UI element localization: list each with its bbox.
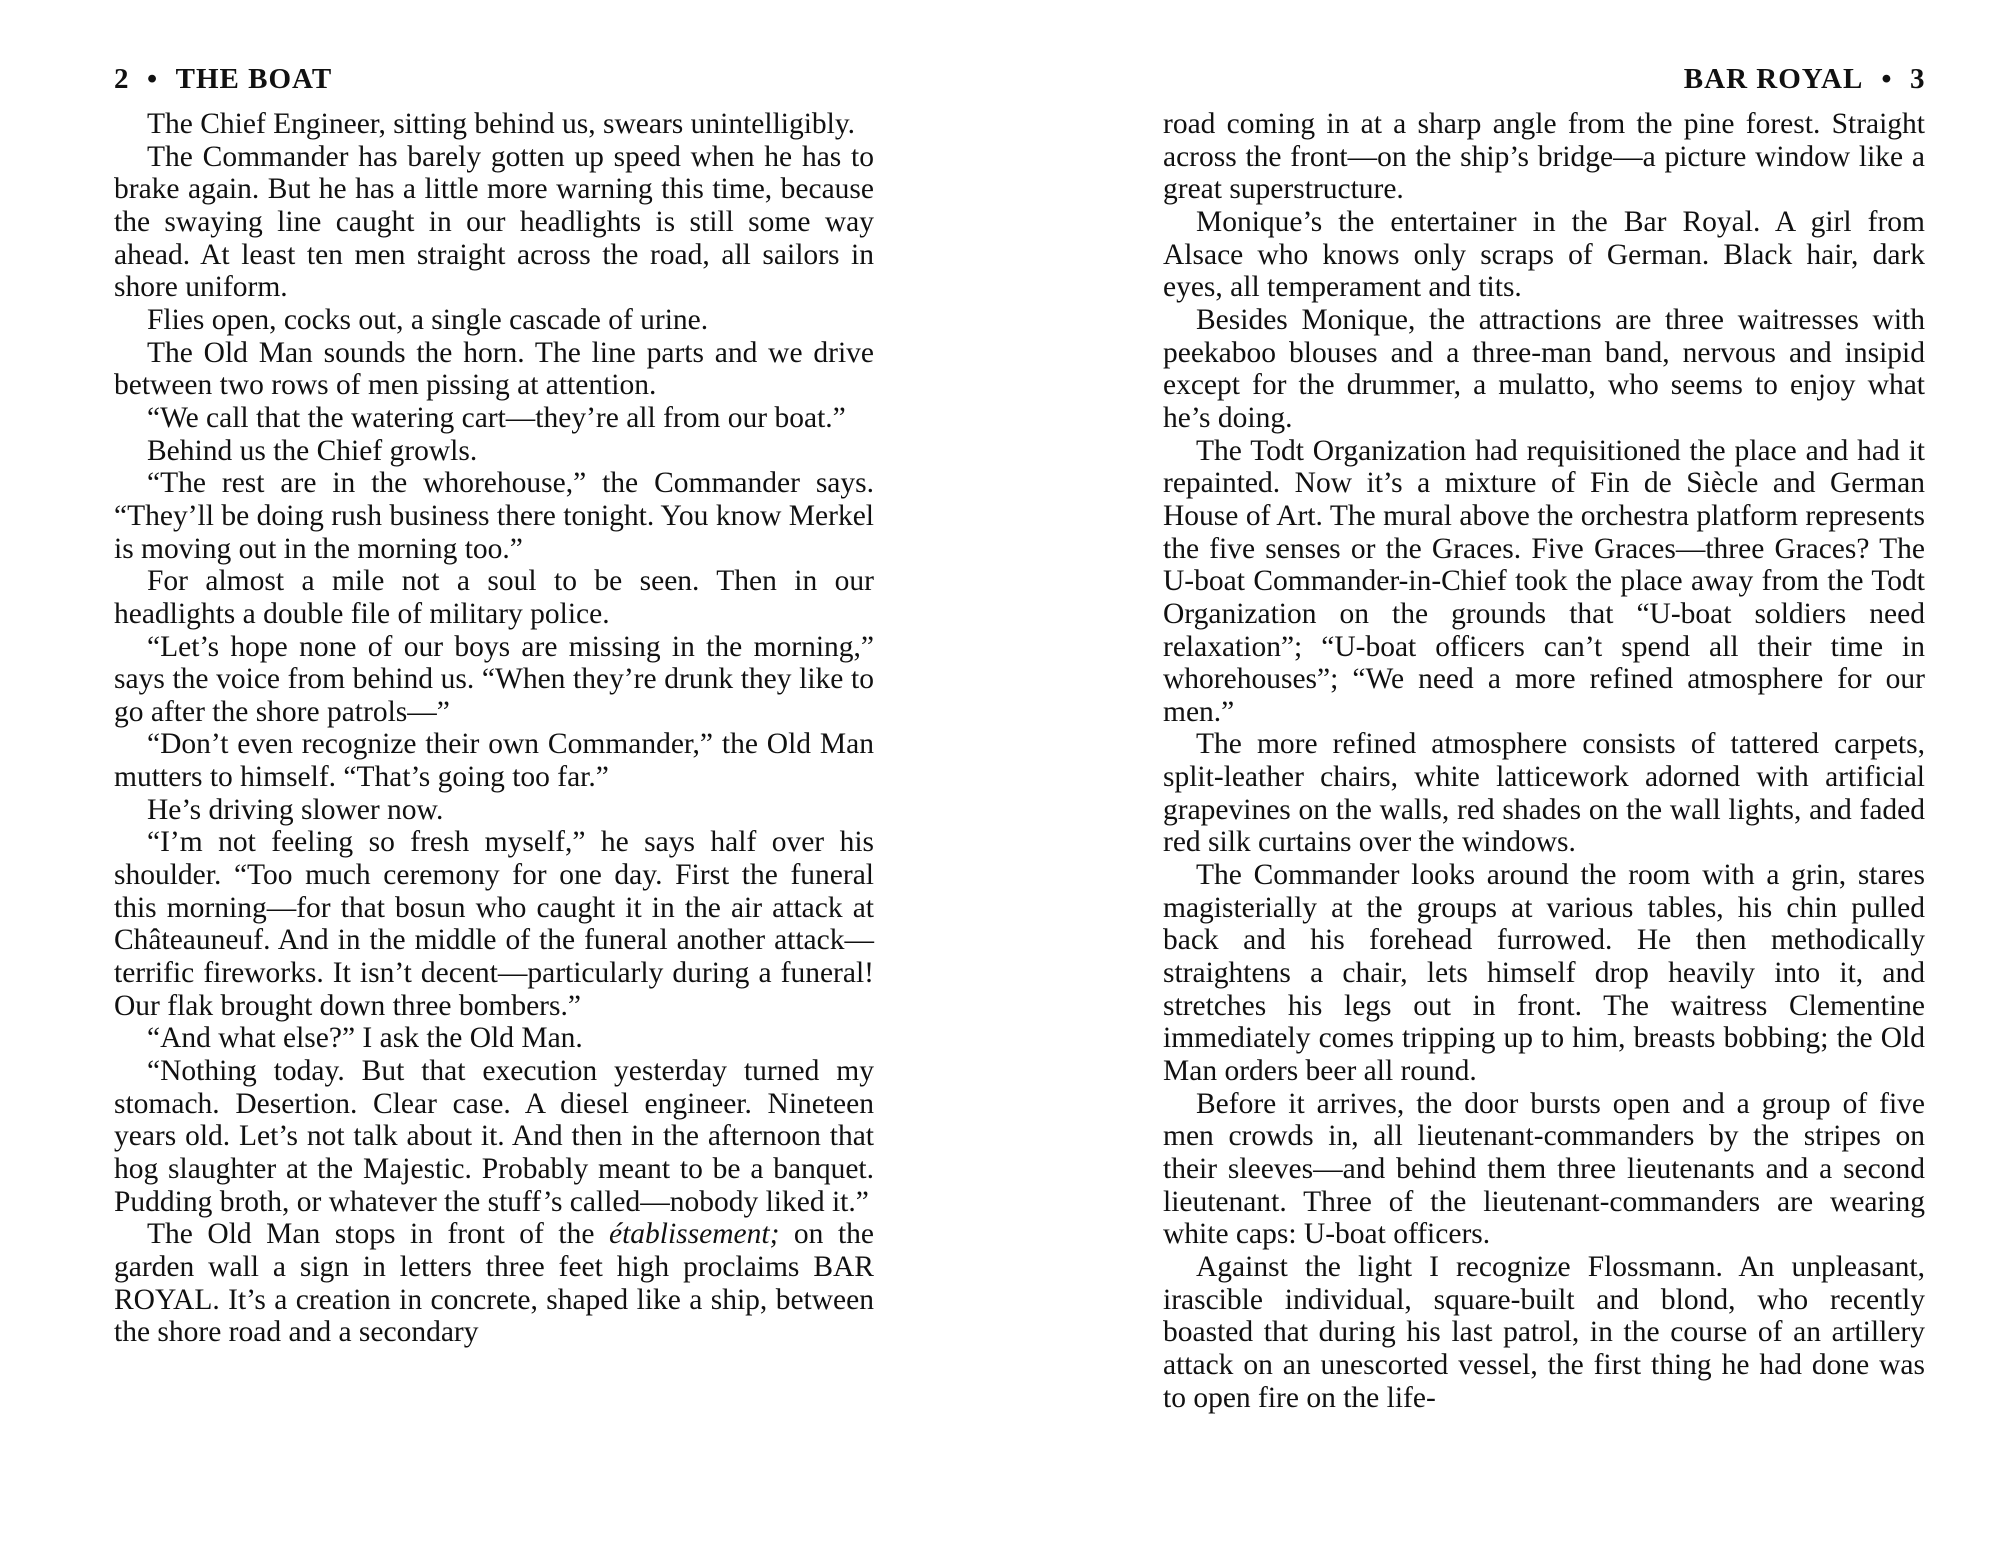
- final-paragraph: [114, 1218, 874, 1349]
- paragraph: The Old Man sounds the horn. The line parts and we drive between two rows of men pissing at attention.: [114, 336, 874, 402]
- continued-paragraph: road coming in at a sharp angle from the pine forest. Straight across the front—on the ship’s bridge—a picture window like a great superstructure.: [1163, 108, 1925, 206]
- text-run: on the garden wall a sign in letters three feet high proclaims: [114, 1218, 874, 1283]
- italic-term: établissement;: [608, 1218, 780, 1251]
- paragraph: The Commander looks around the room with a grin, stares magisterially at the groups at various tables, his chin pulled back and his forehead furrowed. He then methodically straightens a chair, lets himself drop heavily into it, and stretches his legs out in front. The waitress Clementine immediately comes tripping up to him, breasts bobbing; the Old Man orders beer all round.: [1163, 859, 1925, 1088]
- paragraph: For almost a mile not a soul to be seen. Then in our headlights a double file of military police.: [114, 565, 874, 630]
- right-page-body: [1163, 108, 1925, 1414]
- left-head-bullet: •: [147, 63, 158, 95]
- paragraph: The Chief Engineer, sitting behind us, swears unintelligibly.: [147, 108, 856, 140]
- right-page-number: 3: [1910, 63, 1925, 95]
- paragraph: The Todt Organization had requisitioned the place and had it repainted. Now it’s a mixture of Fin de Siècle and German House of Art. The mural above the orchestra platform represents the five senses or the Graces. Five Graces—three Graces? The U-boat Commander-in-Chief took the place away from the Todt Organization on the grounds that “U-boat soldiers need relaxation”; “U-boat officers can’t spend all their time in whorehouses”; “We need a more refined atmosphere for our men.”: [1163, 434, 1925, 728]
- right-chapter-title: BAR ROYAL: [1683, 63, 1864, 95]
- right-running-head: [1163, 62, 1925, 96]
- text-run: The Old Man stops in front of the: [147, 1218, 609, 1251]
- paragraph: “We call that the watering cart—they’re all from our boat.”: [147, 401, 846, 434]
- paragraph: He’s driving slower now.: [147, 793, 444, 826]
- paragraph: “And what else?” I ask the Old Man.: [147, 1022, 583, 1055]
- paragraph: Behind us the Chief growls.: [147, 434, 478, 467]
- paragraph: “Nothing today. But that execution yesterday turned my stomach. Desertion. Clear case. A diesel engineer. Nineteen years old. Let’s not talk about it. And then in the afternoon that hog slaughter at the Majestic. Probably meant to be a banquet. Pudding broth, or whatever the stuff’s called—nobody liked it.”: [114, 1055, 874, 1218]
- left-running-head: [114, 62, 874, 96]
- paragraph: Against the light I recognize Flossmann. An unpleasant, irascible individual, square-built and blond, who recently boasted that during his last patrol, in the course of an artillery attack on an unescorted vessel, the first thing he had done was to open fire on the life-: [1163, 1250, 1925, 1414]
- paragraph: Besides Monique, the attractions are three waitresses with peekaboo blouses and a three-man band, nervous and insipid except for the drummer, a mulatto, who seems to enjoy what he’s doing.: [1163, 303, 1925, 434]
- text-run: . It’s a creation in concrete, shaped like a ship, between the shore road and a secondary: [114, 1283, 874, 1349]
- paragraph: Flies open, cocks out, a single cascade of urine.: [147, 303, 709, 336]
- paragraph: “Don’t even recognize their own Commander,” the Old Man mutters to himself. “That’s going too far.”: [114, 728, 874, 794]
- paragraph: Before it arrives, the door bursts open and a group of five men crowds in, all lieutenant-commanders by the stripes on their sleeves—and behind them three lieutenants and a second lieutenant. Three of the lieutenant-commanders are wearing white caps: U-boat officers.: [1163, 1087, 1925, 1251]
- right-head-bullet: •: [1881, 63, 1892, 95]
- paragraph: “I’m not feeling so fresh myself,” he says half over his shoulder. “Too much ceremony for one day. First the funeral this morning—for that bosun who caught it in the air attack at Châteauneuf. And in the middle of the funeral another attack—terrific fireworks. It isn’t decent—particularly during a funeral! Our flak brought down three bombers.”: [114, 826, 874, 1022]
- paragraph: The Commander has barely gotten up speed when he has to brake again. But he has a little more warning this time, because the swaying line caught in our headlights is still some way ahead. At least ten men straight across the road, all sailors in shore uniform.: [114, 140, 874, 304]
- left-page-number: 2: [114, 63, 129, 95]
- left-page-body: [114, 108, 874, 1349]
- paragraph: Monique’s the entertainer in the Bar Royal. A girl from Alsace who knows only scraps of German. Black hair, dark eyes, all temperament and tits.: [1163, 205, 1925, 304]
- paragraph: The more refined atmosphere consists of tattered carpets, split-leather chairs, white latticework adorned with artificial grapevines on the walls, red shades on the wall lights, and faded red silk curtains over the windows.: [1163, 728, 1925, 859]
- bar-royal-sign-text: BAR ROYAL: [114, 1250, 874, 1316]
- paragraph: “The rest are in the whorehouse,” the Commander says. “They’ll be doing rush business there tonight. You know Merkel is moving out in the morning too.”: [114, 467, 874, 565]
- left-book-title: THE BOAT: [175, 63, 333, 95]
- paragraph: “Let’s hope none of our boys are missing in the morning,” says the voice from behind us. “When they’re drunk they like to go after the shore patrols—”: [114, 630, 874, 728]
